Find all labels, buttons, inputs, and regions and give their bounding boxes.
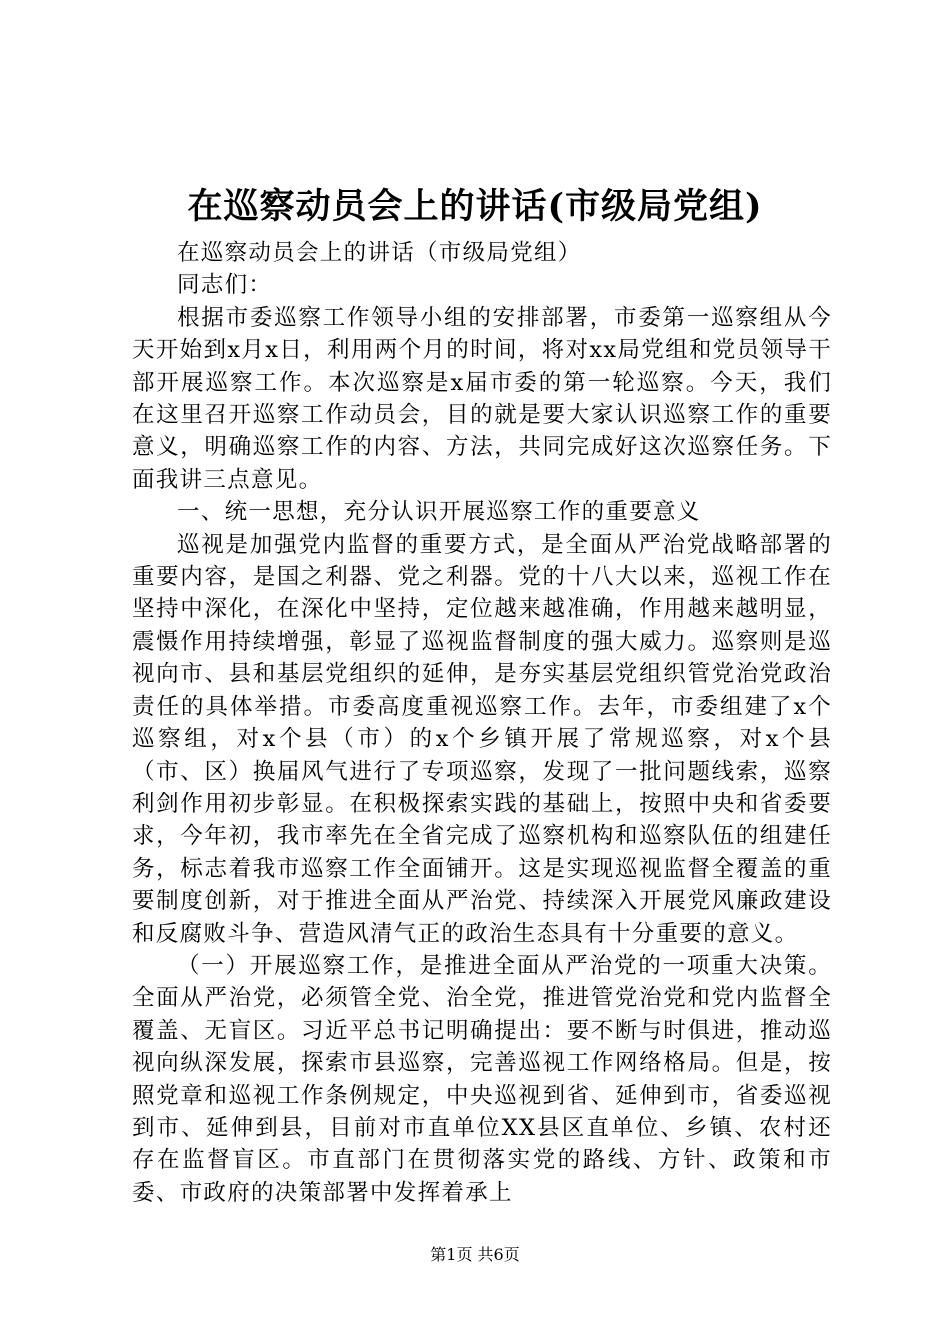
document-title: 在巡察动员会上的讲话(市级局党组) — [187, 186, 763, 227]
page-number-footer: 第1页 共6页 — [430, 1245, 520, 1264]
intro-paragraph: 根据市委巡察工作领导小组的安排部署，市委第一巡察组从今天开始到x月x日，利用两个月的时间，将对xx局党组和党员领导干部开展巡察工作。本次巡察是x届市委的第一轮巡察。今天，我们在这里召开巡察工作动员会，目的就是要大家认识巡察工作的重要意义，明确巡察工作的内容、方法，共同完成好这次巡察任务。下面我讲三点意见。 — [132, 304, 832, 493]
body-paragraph-2: （一）开展巡察工作，是推进全面从严治党的一项重大决策。全面从严治党，必须管全党、治全党，推进管党治党和党内监督全覆盖、无盲区。习近平总书记明确提出：要不断与时俱进，推动巡视向纵深发展，探索市县巡察，完善巡视工作网络格局。但是，按照党章和巡视工作条例规定，中央巡视到省、延伸到市，省委巡视到市、延伸到县，目前对市直单位XX县区直单位、乡镇、农村还存在监督盲区。市直部门在贯彻落实党的路线、方针、政策和市委、市政府的决策部署中发挥着承上 — [132, 952, 832, 1206]
section-heading-1: 一、统一思想，充分认识开展巡察工作的重要意义 — [177, 499, 701, 526]
salutation-paragraph: 同志们： — [177, 272, 273, 299]
body-paragraph-1: 巡视是加强党内监督的重要方式，是全面从严治党战略部署的重要内容，是国之利器、党之利器。党的十八大以来，巡视工作在坚持中深化，在深化中坚持，定位越来越准确，作用越来越明显，震慑作用持续增强，彰显了巡视监督制度的强大威力。巡察则是巡视向市、县和基层党组织的延伸，是夯实基层党组织管党治党政治责任的具体举措。市委高度重视巡察工作。去年，市委组建了x个巡察组，对x个县（市）的x个乡镇开展了常规巡察，对x个县（市、区）换届风气进行了专项巡察，发现了一批问题线索，巡察利剑作用初步彰显。在积极探索实践的基础上，按照中央和省委要求，今年初，我市率先在全省完成了巡察机构和巡察队伍的组建任务，标志着我市巡察工作全面铺开。这是实现巡视监督全覆盖的重要制度创新，对于推进全面从严治党、持续深入开展党风廉政建设和反腐败斗争、营造风清气正的政治生态具有十分重要的意义。 — [132, 531, 832, 947]
subtitle-paragraph: 在巡察动员会上的讲话（市级局党组） — [177, 240, 582, 266]
document-body — [132, 237, 832, 1209]
